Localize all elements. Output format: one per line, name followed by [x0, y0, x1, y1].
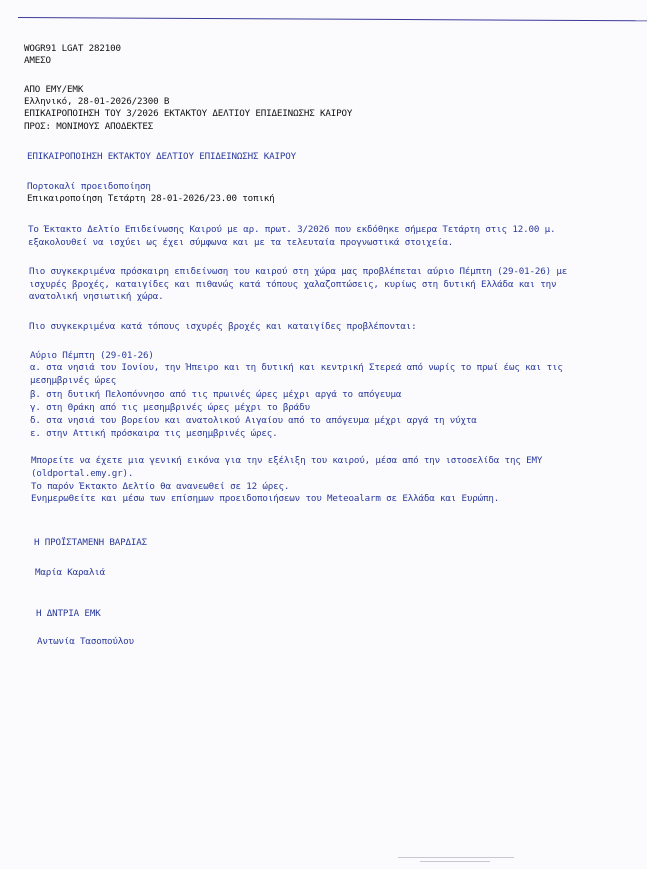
para1-line: Το Έκτακτο Δελτίο Επιδείνωσης Καιρού με αρ. πρωτ. 3/2026 που εκδόθηκε σήμερα Τετάρτη στις 12.00 μ. — [28, 224, 556, 235]
closing-line: Ενημερωθείτε και μέσω των επίσημων προειδοποιήσεων του Meteoalarm σε Ελλάδα και Ευρώπη. — [31, 493, 500, 504]
para2-line: ανατολική νησιωτική χώρα. — [29, 291, 164, 302]
recipients-line: ΠΡΟΣ: ΜΟΝΙΜΟΥΣ ΑΠΟΔΕΚΤΕΣ — [24, 121, 154, 132]
forecast-item: δ. στα νησιά του βορείου και ανατολικού Αιγαίου από το απόγευμα μέχρι αργά τη νύχτα — [30, 415, 477, 426]
subject-line: ΕΠΙΚΑΙΡΟΠΟΙΗΣΗ ΤΟΥ 3/2026 ΕΚΤΑΚΤΟΥ ΔΕΛΤΙΟΥ ΕΠΙΔΕΙΝΩΣΗΣ ΚΑΙΡΟΥ — [24, 108, 353, 119]
update-time: Επικαιροποίηση Τετάρτη 28-01-2026/23.00 τοπική — [27, 193, 275, 204]
forecast-item: β. στη δυτική Πελοπόννησο από τις πρωινές ώρες μέχρι αργά το απόγευμα — [30, 389, 402, 400]
para2-line: Πιο συγκεκριμένα πρόσκαιρη επιδείνωση του καιρού στη χώρα μας προβλέπεται αύριο Πέμπτη (29-01-26) με — [29, 266, 568, 277]
signature-name: Μαρία Καραλιά — [35, 567, 105, 578]
top-rule — [18, 17, 647, 21]
forecast-item: μεσημβρινές ώρες — [30, 375, 117, 386]
station-time: Ελληνικό, 28-01-2026/2300 Β — [24, 96, 170, 107]
message-id: WOGR91 LGAT 282100 — [24, 43, 121, 54]
warning-level: Πορτοκαλί προειδοποίηση — [27, 181, 151, 192]
document-title: ΕΠΙΚΑΙΡΟΠΟΙΗΣΗ ΕΚΤΑΚΤΟΥ ΔΕΛΤΙΟΥ ΕΠΙΔΕΙΝΩΣΗΣ ΚΑΙΡΟΥ — [27, 151, 297, 162]
forecast-day: Αύριο Πέμπτη (29-01-26) — [30, 350, 154, 361]
para3-line: Πιο συγκεκριμένα κατά τόπους ισχυρές βροχές και καταιγίδες προβλέπονται: — [29, 321, 417, 332]
forecast-item: ε. στην Αττική πρόσκαιρα τις μεσημβρινές ώρες. — [30, 428, 278, 439]
para1-line: εξακολουθεί να ισχύει ως έχει σύμφωνα και με τα τελευταία προγνωστικά στοιχεία. — [28, 237, 454, 248]
signature-title: Η ΠΡΟΪΣΤΑΜΕΝΗ ΒΑΡΔΙΑΣ — [34, 537, 148, 548]
closing-line: Μπορείτε να έχετε μια γενική εικόνα για την εξέλιξη του καιρού, μέσα από την ιστοσελίδα της ΕΜΥ — [31, 455, 543, 466]
signature-name: Αντωνία Τασοπούλου — [37, 636, 134, 647]
closing-line: Το παρόν Έκτακτο Δελτίο θα ανανεωθεί σε 12 ώρες. — [31, 481, 290, 492]
signature-title: Η ΔΝΤΡΙΑ ΕΜΚ — [36, 608, 101, 619]
scan-mark — [398, 857, 514, 858]
forecast-item: α. στα νησιά του Ιονίου, την Ήπειρο και τη δυτική και κεντρική Στερεά από νωρίς το πρωί έως και τις — [30, 362, 563, 373]
para2-line: ισχυρές βροχές, καταιγίδες και πιθανώς κατά τόπους χαλαζοπτώσεις, κυρίως στη δυτική Ελλάδα και την — [29, 279, 557, 290]
scan-mark — [420, 861, 490, 862]
priority: ΑΜΕΣΟ — [24, 55, 51, 66]
from-line: ΑΠΟ ΕΜΥ/ΕΜΚ — [24, 84, 84, 95]
forecast-item: γ. στη Θράκη από τις μεσημβρινές ώρες μέχρι το βράδυ — [30, 402, 310, 413]
closing-line: (oldportal.emy.gr). — [31, 468, 134, 479]
